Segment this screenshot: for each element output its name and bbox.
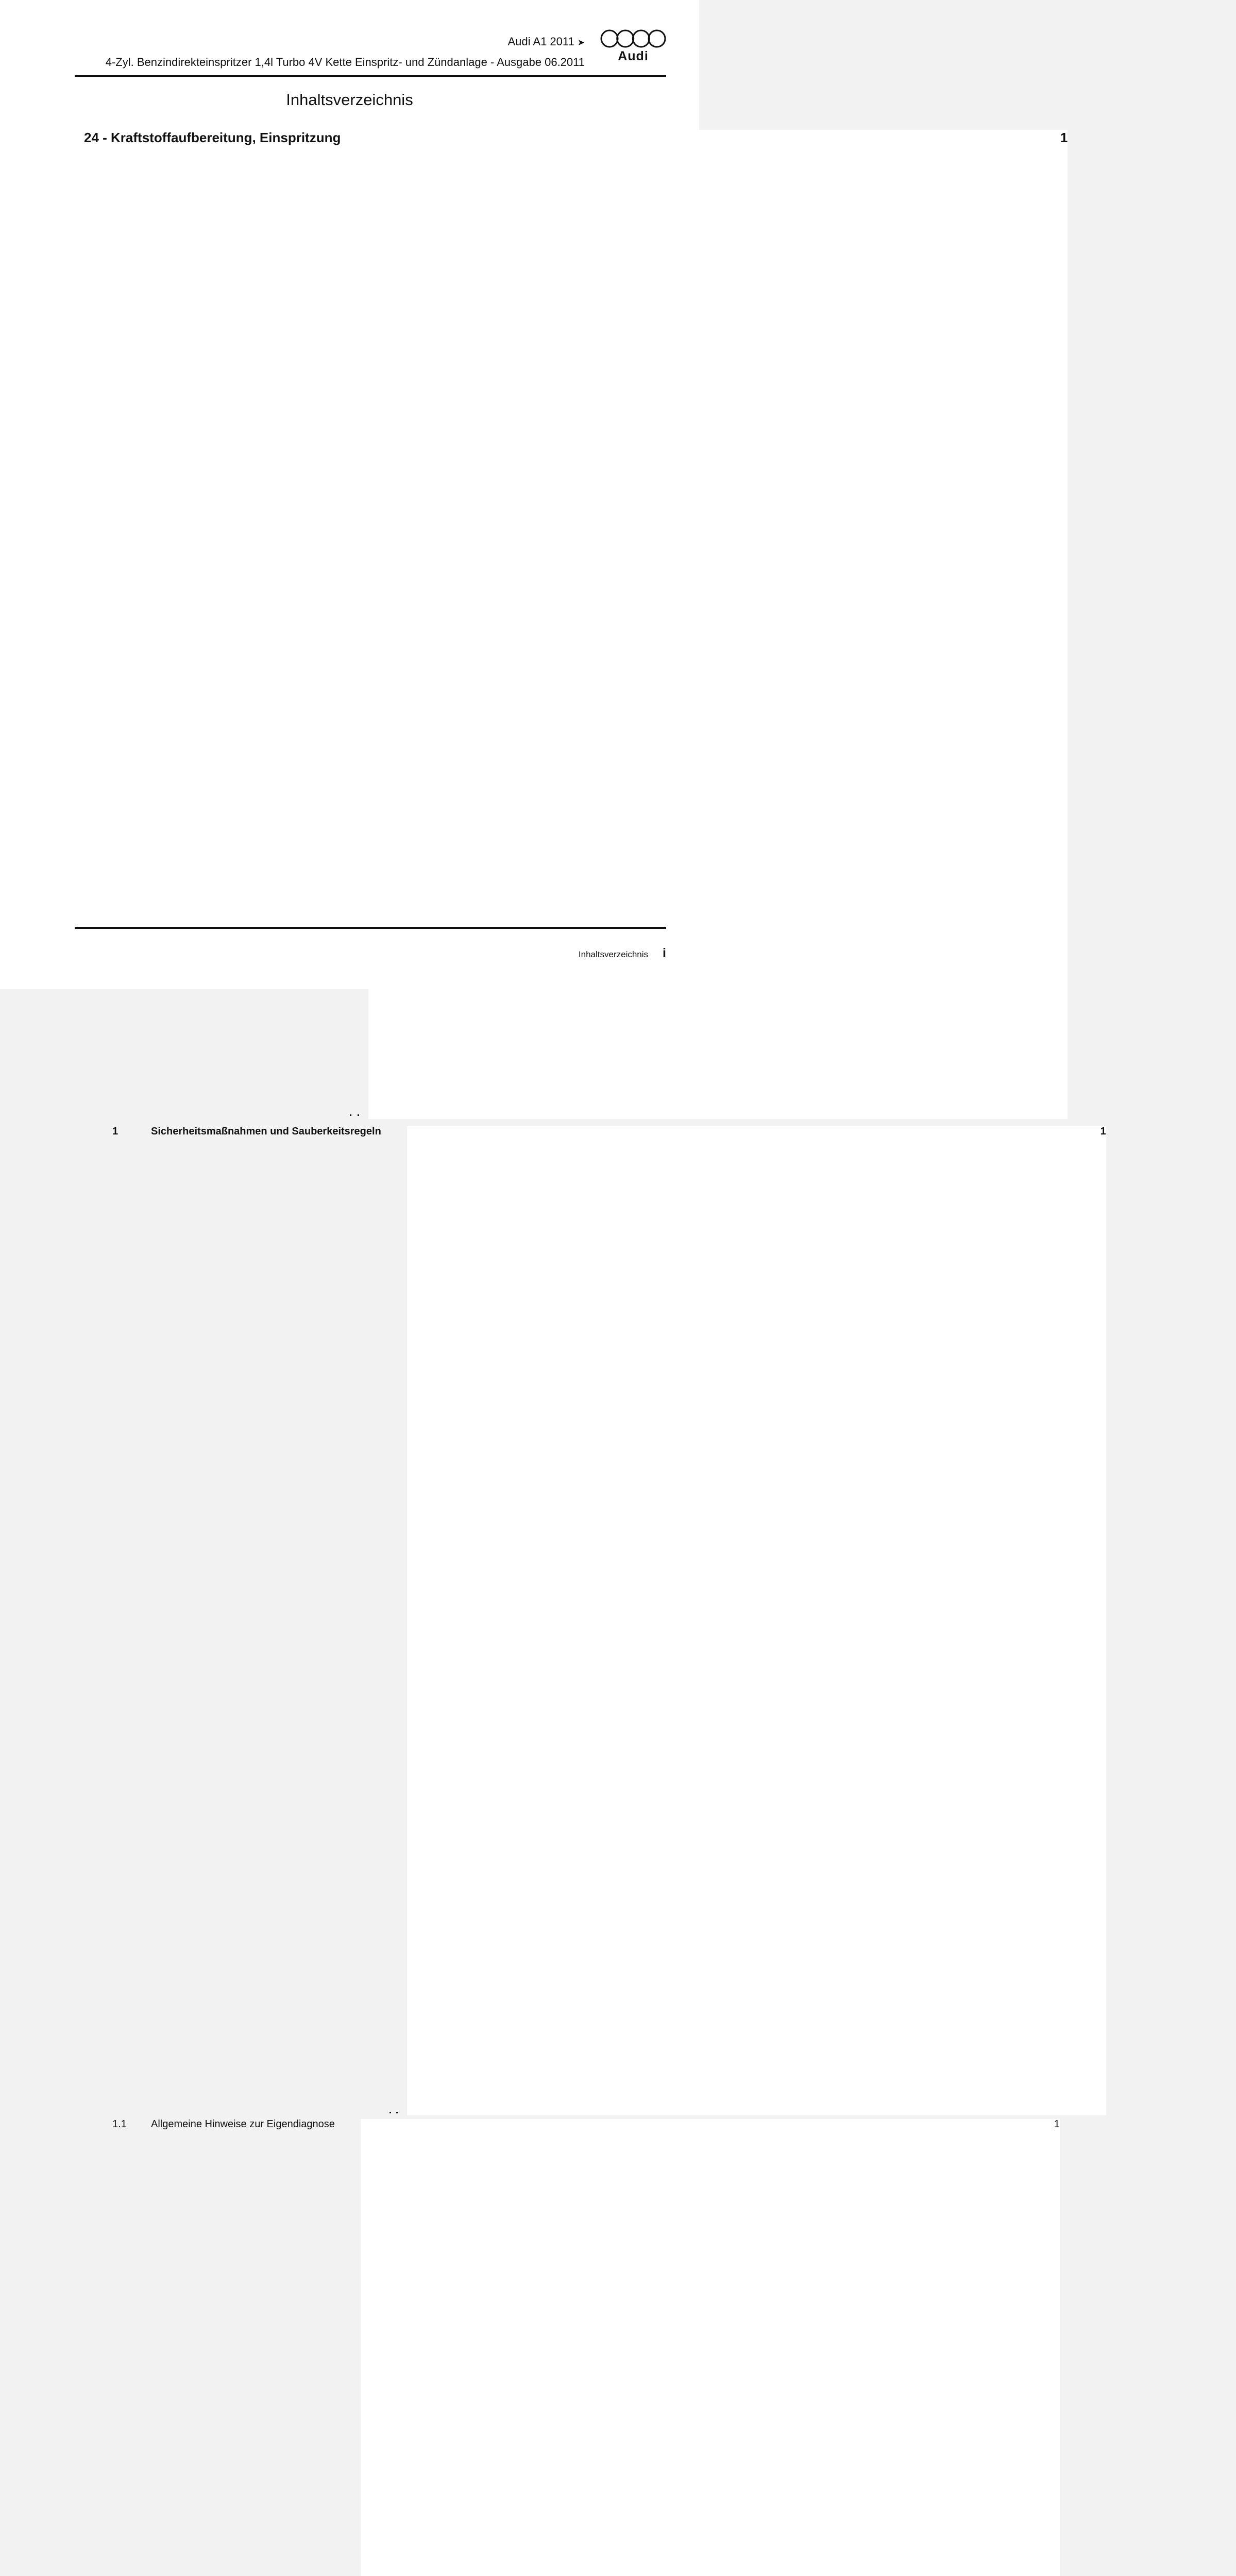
footer-rule [75,927,666,929]
dot-leader [390,2112,402,2113]
entry-page-number: 1 [361,2119,1060,2576]
toc-chapter-row [77,130,1068,1119]
header-model-line [507,35,585,48]
model-label: Audi A1 2011 [507,35,574,48]
header-rule [75,75,666,77]
chapter-page-number: 1 [368,130,1068,1119]
forward-arrow-icon: ➤ [577,38,585,47]
audi-rings-icon [600,29,667,48]
audi-logo [598,29,668,64]
toc-list [77,130,1106,2576]
entry-title: Sicherheitsmaßnahmen und Sauberkeitsregeln [151,1126,381,1137]
header-subtitle: 4-Zyl. Benzindirekteinspritzer 1,4l Turbo 4V Kette Einspritz- und Zündanlage - Ausgabe 06.2011 [105,56,585,69]
entry-number: 1.1 [112,2119,127,2130]
audi-wordmark: Audi [618,49,649,63]
toc-entry-row [77,2119,1060,2576]
page-footer [579,946,666,961]
entry-title: Allgemeine Hinweise zur Eigendiagnose [151,2119,335,2130]
footer-page-number: i [663,946,666,960]
toc-entry-row [77,1126,1106,2115]
footer-label: Inhaltsverzeichnis [578,950,649,959]
entry-page-number: 1 [407,1126,1106,2115]
entry-number: 1 [112,1126,118,1137]
page-title: Inhaltsverzeichnis [286,91,413,109]
chapter-label: 24 - Kraftstoffaufbereitung, Einspritzung [84,130,341,145]
dot-leader [350,1114,362,1116]
